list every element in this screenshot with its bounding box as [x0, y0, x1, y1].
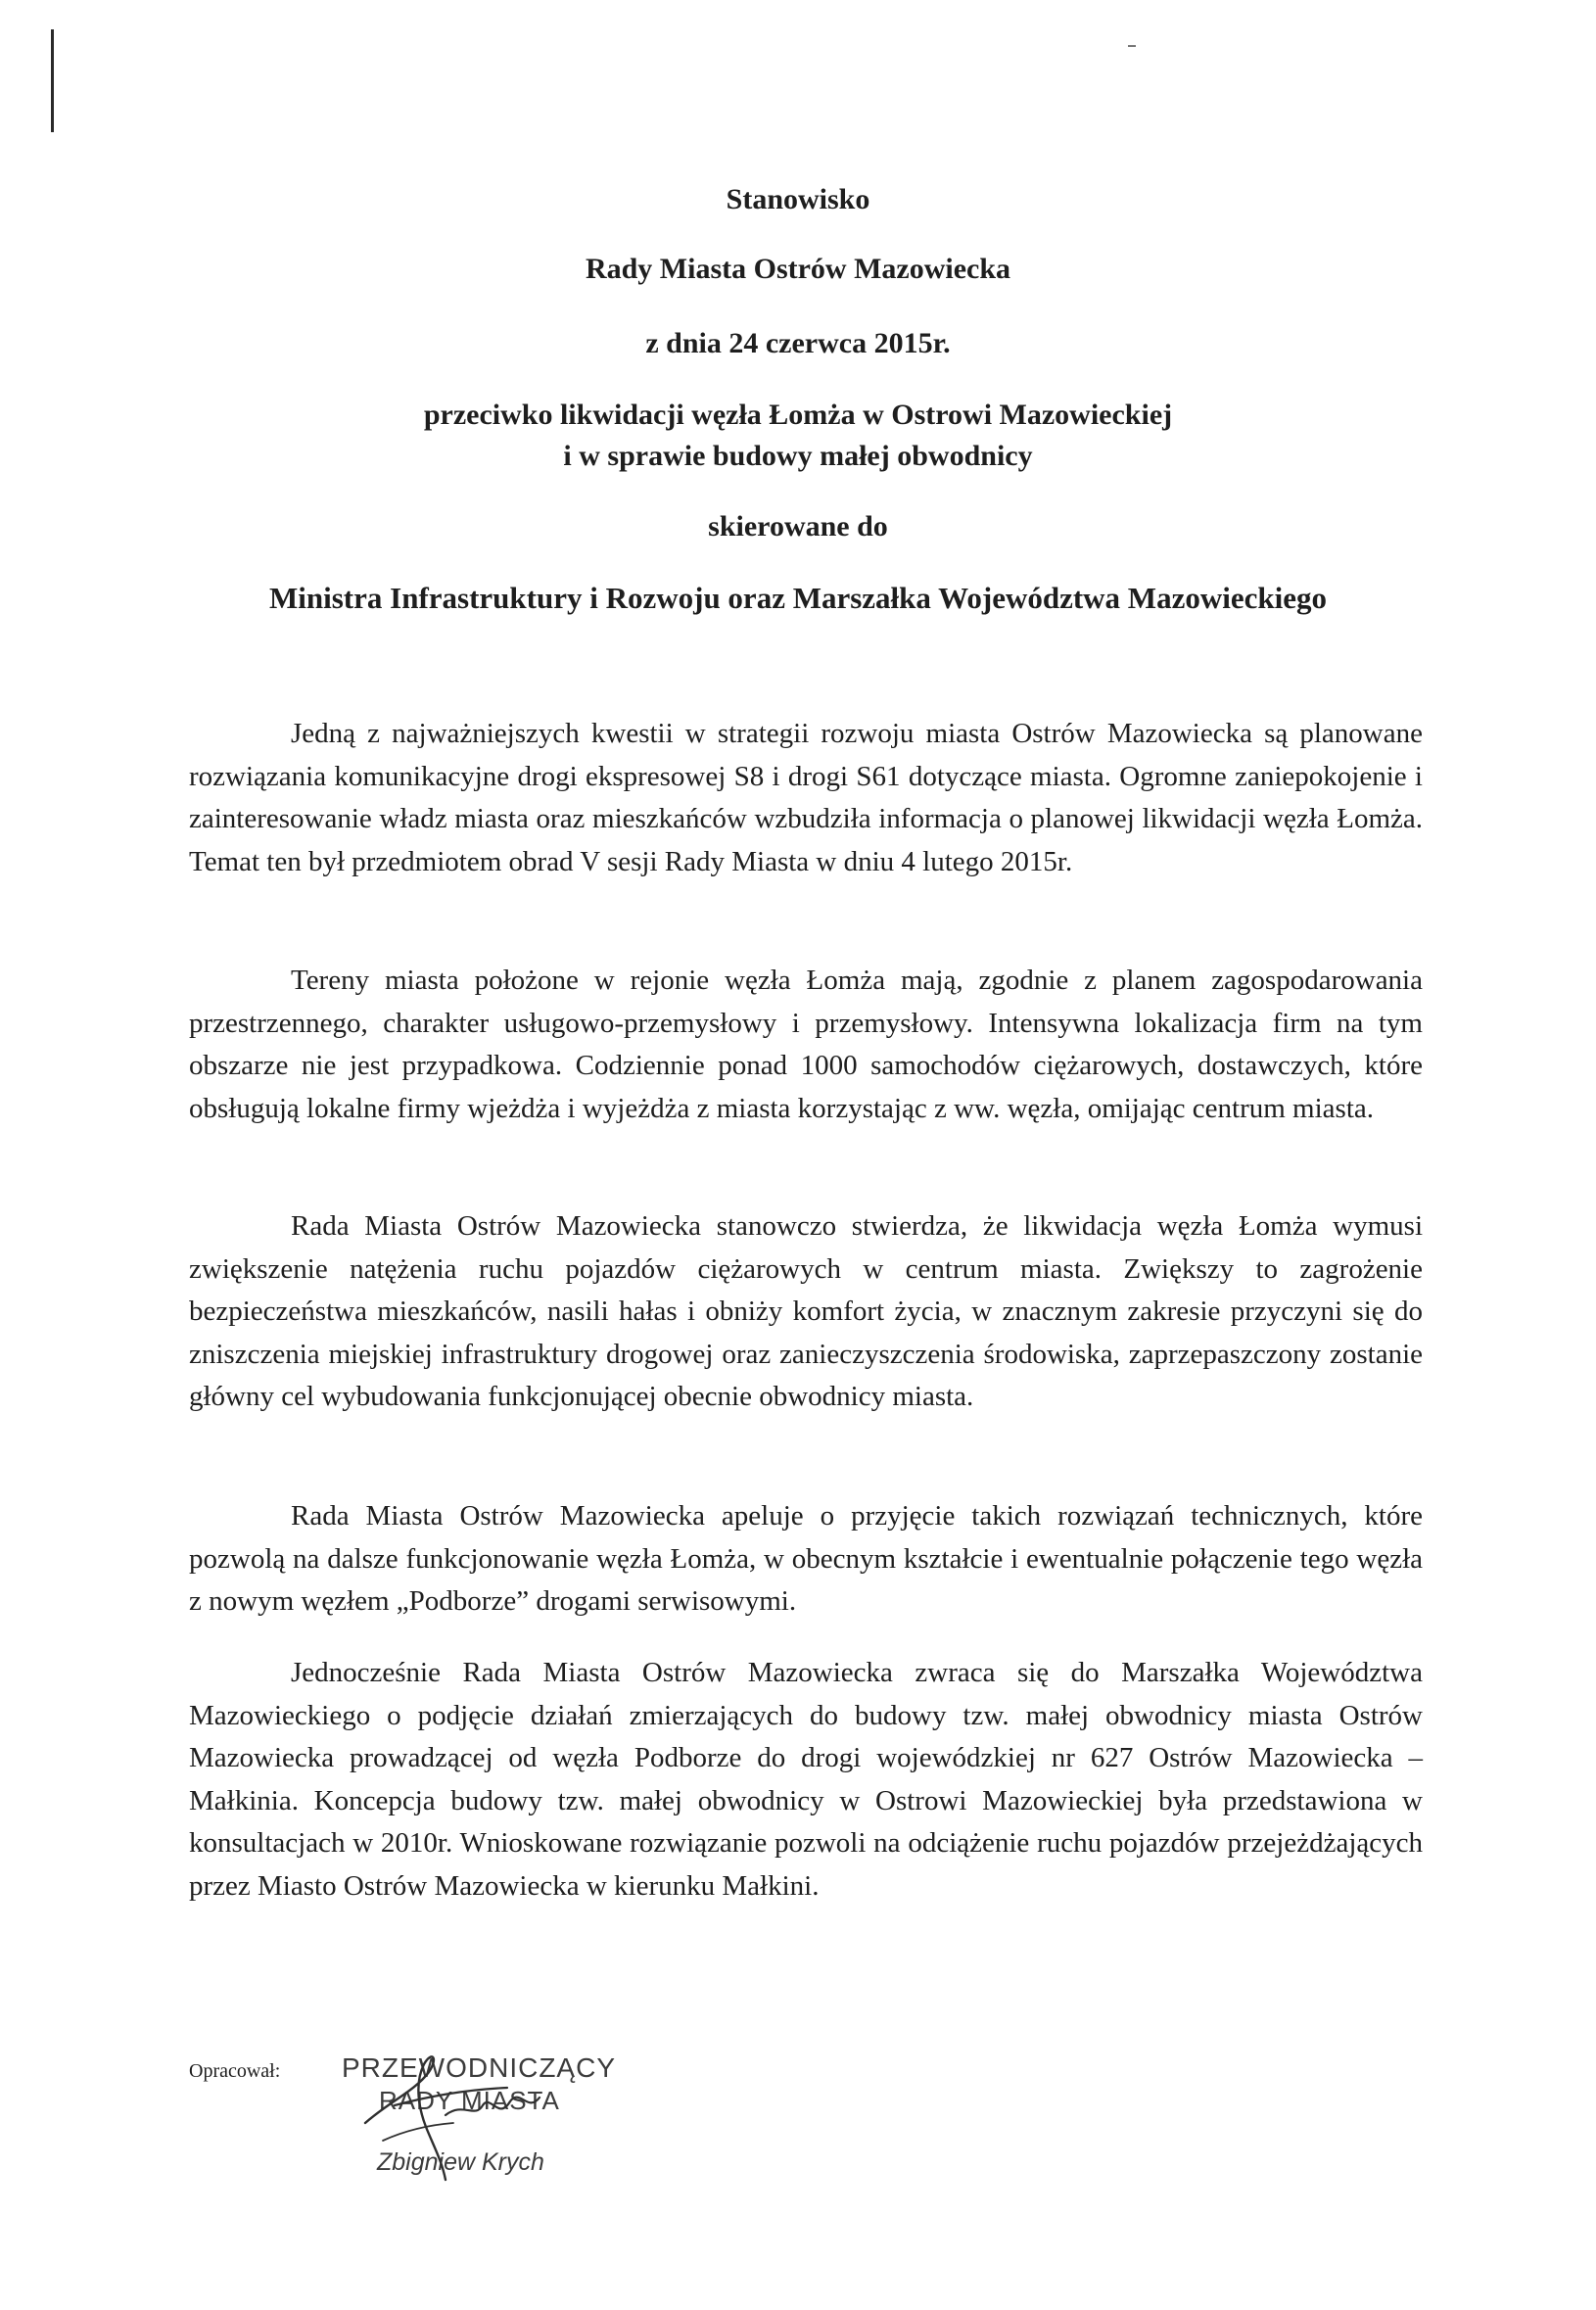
- prepared-by-label: Opracował:: [189, 2060, 281, 2082]
- document-addressee: Ministra Infrastruktury i Rozwoju oraz Marszałka Województwa Mazowieckiego: [269, 581, 1327, 615]
- document-subject-line1: przeciwko likwidacji węzła Łomża w Ostrowi Mazowieckiej: [423, 399, 1173, 431]
- document-issuer: Rady Miasta Ostrów Mazowiecka: [585, 253, 1011, 285]
- scan-artifact-line: [51, 29, 54, 132]
- stamp-council: RADY MIASTA: [379, 2086, 560, 2115]
- handwritten-signature: [336, 2033, 630, 2199]
- body-paragraph-3: Rada Miasta Ostrów Mazowiecka stanowczo stwierdza, że likwidacja węzła Łomża wymusi zwiększenie natężenia ruchu pojazdów ciężarowych w centrum miasta. Zwiększy to zagrożenie bezpieczeństwa mieszkańców, nasili hałas i obniży komfort życia, w znacznym zakresie przyczyni się do zniszczenia miejskiej infrastruktury drogowej oraz zanieczyszczenia środowiska, zaprzepaszczony zostanie główny cel wybudowania funkcjonującej obecnie obwodnicy miasta.: [189, 1210, 1423, 1413]
- body-paragraph-2: Tereny miasta położone w rejonie węzła Łomża mają, zgodnie z planem zagospodarowania przestrzennego, charakter usługowo-przemysłowy i przemysłowy. Intensywna lokalizacja firm na tym obszarze nie jest przypadkowa. Codziennie ponad 1000 samochodów ciężarowych, dostawczych, które obsługują lokalne firmy wjeżdża i wyjeżdża z miasta korzystając z ww. węzła, omijając centrum miasta.: [189, 965, 1423, 1124]
- body-paragraph-5: Jednocześnie Rada Miasta Ostrów Mazowiecka zwraca się do Marszałka Województwa Mazowieckiego o podjęcie działań zmierzających do budowy tzw. małej obwodnicy miasta Ostrów Mazowiecka prowadzącej od węzła Podborze do drogi wojewódzkiej nr 627 Ostrów Mazowiecka – Małkinia. Koncepcja budowy tzw. małej obwodnicy w Ostrowi Mazowieckiej była przedstawiona w konsultacjach w 2010r. Wnioskowane rozwiązanie pozwoli na odciążenie ruchu pojazdów przejeżdżających przez Miasto Ostrów Mazowiecka w kierunku Małkini.: [189, 1657, 1423, 1902]
- document-date: z dnia 24 czerwca 2015r.: [645, 327, 951, 359]
- body-paragraph-1: Jedną z najważniejszych kwestii w strategii rozwoju miasta Ostrów Mazowiecka są planowane rozwiązania komunikacyjne drogi ekspresowej S8 i drogi S61 dotyczące miasta. Ogromne zaniepokojenie i zainteresowanie władz miasta oraz mieszkańców wzbudziła informacja o planowej likwidacji węzła Łomża. Temat ten był przedmiotem obrad V sesji Rady Miasta w dniu 4 lutego 2015r.: [189, 718, 1423, 877]
- chairman-stamp: [336, 2033, 630, 2199]
- document-subject-line2: i w sprawie budowy małej obwodnicy: [563, 440, 1033, 472]
- directed-to-label: skierowane do: [708, 510, 888, 542]
- scan-artifact-dot: [1128, 45, 1136, 47]
- body-paragraph-4: Rada Miasta Ostrów Mazowiecka apeluje o przyjęcie takich rozwiązań technicznych, które pozwolą na dalsze funkcjonowanie węzła Łomża, w obecnym kształcie i ewentualnie połączenie tego węzła z nowym węzłem „Podborze” drogami serwisowymi.: [189, 1500, 1423, 1618]
- stamp-title: PRZEWODNICZĄCY: [342, 2052, 616, 2083]
- stamp-name: Zbigniew Krych: [377, 2148, 544, 2176]
- document-title: Stanowisko: [726, 183, 870, 215]
